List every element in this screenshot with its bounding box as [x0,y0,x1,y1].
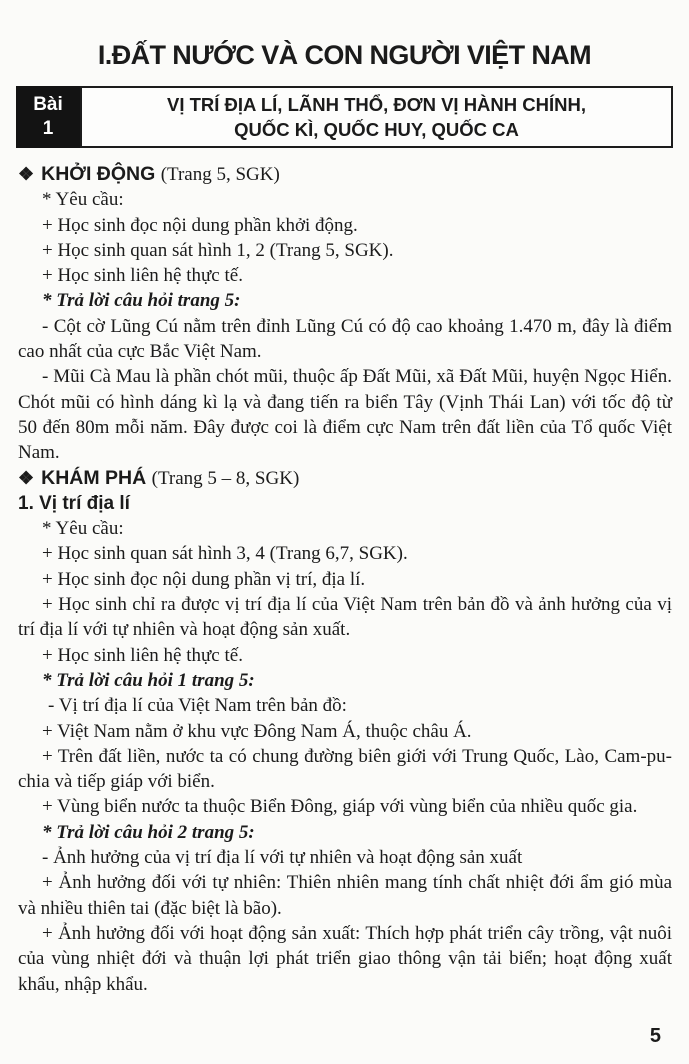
lesson-header-box [16,86,673,148]
kd-answer-1: - Cột cờ Lũng Cú nằm trên đỉnh Lũng Cú có độ cao khoảng 1.470 m, đây là điểm cao nhất của cực Bắc Việt Nam. [18,315,672,363]
kd-requirement-3: + Học sinh liên hệ thực tế. [42,265,243,287]
textbook-page [0,40,689,1047]
kp-answer-2-point-1: + Ảnh hưởng đối với tự nhiên: Thiên nhiên mang tính chất nhiệt đới ẩm gió mùa và nhiều thiên tai (đặc biệt là bão). [18,872,672,919]
section-page-ref: (Trang 5, SGK) [160,164,280,185]
kp-requirement-1: + Học sinh quan sát hình 3, 4 (Trang 6,7, SGK). [42,543,408,565]
kp-requirement-3: + Học sinh chỉ ra được vị trí địa lí của Việt Nam trên bản đồ và ảnh hưởng của vị trí địa lí với tự nhiên và hoạt động sản xuất. [18,594,672,641]
kd-answer-2: - Mũi Cà Mau là phần chót mũi, thuộc ấp Đất Mũi, xã Đất Mũi, huyện Ngọc Hiển. Chót mũi có hình dáng kì lạ và đang tiến ra biển Tây (Vịnh Thái Lan) với tốc độ từ 50 đến 80m mỗi năm. Đây được coi là điểm cực Nam trên đất liền của Tổ quốc Việt Nam. [18,366,672,464]
section-title: KHỞI ĐỘNG [41,163,156,185]
kp-subsection-1-heading: 1. Vị trí địa lí [18,492,130,514]
section-heading-khoi-dong [18,162,672,187]
section-page-ref: (Trang 5 – 8, SGK) [151,467,300,489]
kd-requirement-2: + Học sinh quan sát hình 1, 2 (Trang 5, SGK). [42,239,394,261]
section-heading-kham-pha [18,466,672,491]
diamond-bullet-icon: ❖ [18,467,35,488]
kp-answer-1-heading: * Trả lời câu hỏi 1 trang 5: [42,669,255,691]
kp-answer-2-intro: - Ảnh hưởng của vị trí địa lí với tự nhiên và hoạt động sản xuất [42,847,523,869]
kp-answer-1-point-1: + Việt Nam nằm ở khu vực Đông Nam Á, thuộc châu Á. [42,720,472,742]
kp-requirement-4: + Học sinh liên hệ thực tế. [42,644,243,666]
kd-answer-heading: * Trả lời câu hỏi trang 5: [42,290,241,312]
kp-answer-2-heading: * Trả lời câu hỏi 2 trang 5: [42,821,255,843]
kp-answer-1-point-2: + Trên đất liền, nước ta có chung đường biên giới với Trung Quốc, Lào, Cam-pu-chia và tiếp giáp với biển. [18,745,672,793]
kp-answer-2-point-2: + Ảnh hưởng đối với hoạt động sản xuất: Thích hợp phát triển cây trồng, vật nuôi của vùng nhiệt đới và thuận lợi phát triển giao thông vận tải biển; hoạt động xuất khẩu, nhập khẩu. [18,922,672,995]
lesson-title [80,86,673,148]
lesson-badge-number: 1 [42,118,54,139]
diamond-bullet-icon: ❖ [18,164,35,184]
lesson-title-line1: VỊ TRÍ ĐỊA LÍ, LÃNH THỔ, ĐƠN VỊ HÀNH CHÍNH, [166,94,586,115]
part-heading: I.ĐẤT NƯỚC VÀ CON NGƯỜI VIỆT NAM [97,40,592,70]
kp-requirement-2: + Học sinh đọc nội dung phần vị trí, địa lí. [42,568,366,590]
page-number: 5 [649,1025,661,1047]
lesson-badge-word: Bài [33,94,63,115]
page-content [18,162,672,997]
lesson-title-line2: QUỐC KÌ, QUỐC HUY, QUỐC CA [234,119,519,140]
kp-answer-1-point-3: + Vùng biển nước ta thuộc Biển Đông, giáp với vùng biển của nhiều quốc gia. [42,796,638,818]
kd-requirement-1: + Học sinh đọc nội dung phần khởi động. [42,214,358,236]
kd-yeu-cau: * Yêu cầu: [42,189,124,211]
section-title: KHÁM PHÁ [41,466,147,489]
kp-yeu-cau: * Yêu cầu: [42,518,124,540]
lesson-badge [16,86,80,148]
kp-answer-1-intro: - Vị trí địa lí của Việt Nam trên bản đồ: [48,695,347,717]
